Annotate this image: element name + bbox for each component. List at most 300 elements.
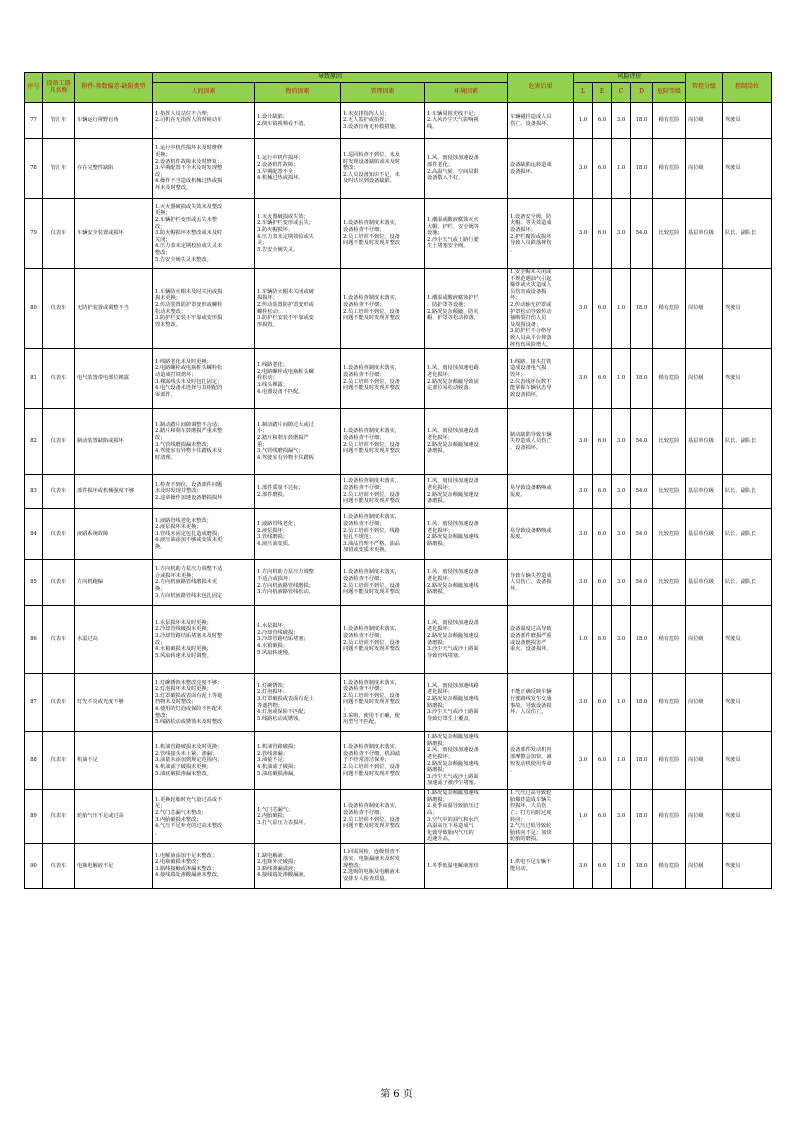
- row-human-factor-line: 足；: [155, 803, 166, 810]
- row-consequence-line: 易导致设备略唤或: [510, 485, 552, 492]
- row-consequence-line: 报废。: [510, 534, 526, 541]
- row-management-factor-line: ；: [343, 705, 349, 712]
- row-management-factor-line: 子不经常清洁保养；: [343, 757, 390, 764]
- table-row: [25, 674, 772, 732]
- row-object-factor-line: 3.冷却管路结垢堵塞；: [257, 636, 309, 643]
- row-human-factor-line: 1.制动踏片间隙调整不合适；: [155, 421, 223, 428]
- row-c-value: 3.0: [612, 509, 631, 560]
- row-risk-level: 稍有危险: [653, 606, 686, 674]
- row-object-factor-line: 3.线头裸露；: [257, 381, 288, 388]
- row-environment-factor: [425, 790, 508, 844]
- row-human-factor-line: 整改；: [155, 249, 171, 256]
- row-e-value: 6.0: [593, 409, 612, 475]
- row-c-value: 3.0: [612, 606, 631, 674]
- row-control-post: 队长、副队长: [723, 509, 772, 560]
- row-object-factor-line: 2.灯泡损坏；: [257, 689, 288, 696]
- row-risk-level: 比较危险: [653, 475, 686, 509]
- row-control-level: 基层单位级: [686, 199, 723, 269]
- row-risk-level: 稍有危险: [653, 269, 686, 349]
- row-equipment: 仪表车: [43, 509, 75, 560]
- row-consequence: [508, 475, 574, 509]
- row-consequence-line: 造成设备电气损: [510, 365, 547, 372]
- row-seq: 80: [25, 269, 43, 349]
- row-control-post: 队长、副队长: [723, 560, 772, 606]
- row-part-defect: 方向机跑偏: [75, 560, 153, 606]
- row-environment-factor-line: 路磨损；: [427, 796, 448, 803]
- row-environment-factor-line: 1.冬季低温电解液冻结: [427, 862, 479, 869]
- row-object-factor-line: 1.灭火器破损或失效；: [257, 213, 309, 220]
- row-control-level: 岗位级: [686, 269, 723, 349]
- row-environment-factor-line: 迅速升高。: [427, 836, 453, 843]
- row-environment-factor-line: 、防护罩等设施；: [427, 301, 469, 308]
- row-consequence: [508, 139, 574, 199]
- row-management-factor-line: 3.油品管理不严格，油品: [343, 540, 400, 547]
- row-human-factor-line: 1.更换轮胎时充气量过高或不: [155, 796, 223, 803]
- row-human-factor-line: 换。: [155, 544, 166, 551]
- row-environment-factor-line: 2.路况复杂颠簸加速设: [427, 441, 479, 448]
- row-seq: 88: [25, 732, 43, 790]
- row-environment-factor-line: 老化损坏；: [427, 372, 453, 379]
- row-control-post: 驾驶员: [723, 790, 772, 844]
- row-environment-factor-line: 老化损坏；: [427, 485, 453, 492]
- row-object-factor-line: 2.电瓶外壳破损；: [257, 859, 299, 866]
- row-control-post: 驾驶员: [723, 732, 772, 790]
- header-management-factor: 管理因素: [341, 83, 425, 103]
- row-object-factor: [255, 843, 341, 888]
- row-equipment: 管汇车: [43, 139, 75, 199]
- row-human-factor-line: 3.防护栏安装不牢靠或变形损: [155, 315, 223, 322]
- row-environment-factor: [425, 269, 508, 349]
- row-consequence: [508, 790, 574, 844]
- row-environment-factor-line: 路磨损；: [427, 702, 448, 709]
- row-management-factor: [341, 199, 425, 269]
- row-consequence-line: 爆炸或火灾造成人: [510, 282, 552, 289]
- row-consequence-line: 报废。: [510, 491, 526, 498]
- row-management-factor-line: 3.设备盲角无补救措施。: [343, 123, 400, 130]
- row-management-factor: [341, 269, 425, 349]
- row-object-factor-line: 2.电路螺栓或电瓶桩头螺: [257, 368, 314, 375]
- row-object-factor-line: 4.压力表未定期效验或失: [257, 233, 314, 240]
- row-consequence-line: 火帽、等失效造成: [510, 220, 552, 227]
- row-environment-factor: [425, 475, 508, 509]
- row-l-value: 3.0: [574, 199, 593, 269]
- row-human-factor-line: 4.电气设备未选择与其相配的: [155, 385, 223, 392]
- row-environment-factor-line: 3.沙尘天气或沙土路面: [427, 646, 479, 653]
- row-equipment: 仪表车: [43, 732, 75, 790]
- row-object-factor-line: 4.灯泡或保险不匹配；: [257, 709, 309, 716]
- row-equipment: 仪表车: [43, 790, 75, 844]
- row-human-factor-line: 3.灯罩破损或表面有泥土等遮: [155, 692, 223, 699]
- row-d-value: 54.0: [631, 199, 653, 269]
- row-consequence-line: 能启动。: [510, 865, 531, 872]
- row-consequence-line: 员伤害或设备损: [510, 288, 547, 295]
- row-management-factor-line: 2.员工培训不到位，线路: [343, 527, 400, 534]
- row-consequence: [508, 269, 574, 349]
- row-consequence-line: 坏、人员伤亡。: [510, 709, 547, 716]
- row-environment-factor-line: 大帽、护栏、安全阀等: [427, 223, 479, 230]
- row-human-factor-line: 3.防火帽损坏未整改或未及时: [155, 230, 223, 237]
- row-environment-factor-line: 3.空气中的油气和水汽: [427, 816, 479, 823]
- row-object-factor-line: 1.方向机助力泵压力调整: [257, 569, 314, 576]
- row-object-factor-line: 灵；: [257, 240, 268, 247]
- row-human-factor-line: 1.检查不到位，设备部件问题: [155, 481, 223, 488]
- row-object-factor-line: 2.冷却管线破损；: [257, 629, 299, 636]
- row-control-level: 基层单位级: [686, 475, 723, 509]
- header-c: C: [612, 83, 631, 103]
- row-c-value: 3.0: [612, 475, 631, 509]
- row-object-factor-line: 螺栓松动；: [257, 308, 283, 315]
- row-object-factor-line: 4.驾驶室有异物卡住踏板: [257, 454, 314, 461]
- row-management-factor-line: 1.设备检查制度未落实，: [343, 679, 400, 686]
- row-consequence-line: 设备温度过高导致: [510, 626, 552, 633]
- row-equipment: 仪表车: [43, 560, 75, 606]
- row-human-factor-line: 1.车辆防火帽未及时关闭或损: [155, 288, 223, 295]
- row-object-factor: [255, 103, 341, 139]
- row-e-value: 6.0: [593, 475, 612, 509]
- row-l-value: 3.0: [574, 843, 593, 888]
- row-environment-factor: [425, 606, 508, 674]
- row-seq: 85: [25, 560, 43, 606]
- row-environment-factor-line: 1.风、雨侵蚀加速设备: [427, 428, 479, 435]
- row-environment-factor-line: 2.大风沙尘天气影响视: [427, 117, 479, 124]
- row-object-factor-line: 1.线路老化；: [257, 362, 288, 369]
- row-l-value: 3.0: [574, 509, 593, 560]
- row-human-factor-line: 2.电瓶破损未整改；: [155, 859, 202, 866]
- row-consequence-line: 1.线路、接头打铁: [510, 358, 552, 365]
- row-human-factor-line: 换；: [155, 585, 166, 592]
- row-human-factor-line: 2.车辆护栏变形或丢失未整: [155, 217, 218, 224]
- row-human-factor-line: 4.液压油添加不够或变质未更: [155, 537, 223, 544]
- row-consequence-line: 3.防护栏不合格导: [510, 328, 552, 335]
- row-environment-factor-line: 老化损坏；: [427, 626, 453, 633]
- row-control-level: 基层单位级: [686, 509, 723, 560]
- row-object-factor-line: 2.传动装置防护罩变形或: [257, 301, 314, 308]
- row-environment-factor-line: 2.路况复杂颠簸加速设: [427, 633, 479, 640]
- row-human-factor-line: 5.风扇转速未及时调整。: [155, 652, 212, 659]
- row-object-factor-line: 4.机油滤子破损；: [257, 763, 299, 770]
- row-environment-factor-line: 路磨损；: [427, 740, 448, 747]
- row-environment-factor-line: 1.风、雨侵蚀加速设备: [427, 569, 479, 576]
- row-human-factor-line: 2.液泵损坏未更换；: [155, 524, 202, 531]
- row-control-post: 驾驶员: [723, 269, 772, 349]
- row-l-value: 3.0: [574, 409, 593, 475]
- row-part-defect: 存在完整性缺陷: [75, 139, 153, 199]
- row-management-factor: [341, 475, 425, 509]
- row-object-factor-line: 小；: [257, 428, 268, 435]
- table-row: [25, 606, 772, 674]
- row-consequence-line: 失控造成人员伤亡: [510, 438, 552, 445]
- row-human-factor-line: 3.裸露线头未及时包扎固定；: [155, 378, 223, 385]
- row-control-post: 驾驶员: [723, 103, 772, 139]
- header-seq: 序号: [25, 73, 43, 103]
- row-human-factor: [153, 103, 255, 139]
- row-environment-factor-line: 加速滤子被沙尘堵塞。: [427, 780, 479, 787]
- row-e-value: 6.0: [593, 732, 612, 790]
- row-management-factor-line: 2.员工培训不到位，设备: [343, 763, 400, 770]
- table-body: [25, 103, 772, 889]
- row-human-factor: [153, 199, 255, 269]
- row-management-factor-line: 1.巡回检查不到位，未及: [343, 152, 400, 159]
- row-environment-factor-line: 线。: [427, 123, 438, 130]
- row-management-factor-line: 2.选购的电瓶及电解液未: [343, 869, 400, 876]
- row-human-factor-line: 动造成打铁熔坏；: [155, 372, 197, 379]
- row-management-factor: [341, 349, 425, 409]
- row-object-factor-line: 2.内胎破损；: [257, 813, 288, 820]
- row-c-value: 3.0: [612, 199, 631, 269]
- row-object-factor-line: 3.早期配置不全；: [257, 168, 299, 175]
- row-consequence-line: 2.护栏腐蚀或损坏: [510, 233, 552, 240]
- row-management-factor-line: 问题不能及时发现并整改: [343, 770, 401, 777]
- row-consequence: [508, 349, 574, 409]
- row-consequence-line: 1.气压过高导致轮: [510, 790, 552, 797]
- row-management-factor-line: 加错或变质未更换。: [343, 547, 390, 554]
- row-l-value: 3.0: [574, 349, 593, 409]
- table-row: [25, 349, 772, 409]
- header-risk-level: 危险等级: [653, 83, 686, 103]
- row-human-factor-line: 4.压力表未定期校验或失灵未: [155, 243, 223, 250]
- row-management-factor-line: 2.无人监护或指挥；: [343, 117, 390, 124]
- row-management-factor-line: 2.人员设备知识不足，未: [343, 171, 400, 178]
- row-part-defect: 无防护装置或调整不当: [75, 269, 153, 349]
- row-e-value: 6.0: [593, 103, 612, 139]
- row-management-factor-line: 1.设备检查制度未落实，: [343, 744, 400, 751]
- row-object-factor-line: 2.车辆护栏变形或丢失；: [257, 220, 314, 227]
- row-l-value: 3.0: [574, 674, 593, 732]
- row-management-factor: [341, 409, 425, 475]
- header-object-factor: 物的因素: [255, 83, 341, 103]
- row-management-factor-line: 2.员工培训不到位，设备: [343, 816, 400, 823]
- row-d-value: 18.0: [631, 139, 653, 199]
- row-management-factor-line: 2.员工培训不到位，设备: [343, 441, 400, 448]
- row-management-factor: [341, 560, 425, 606]
- row-equipment: 仪表车: [43, 269, 75, 349]
- row-seq: 81: [25, 349, 43, 409]
- row-environment-factor-line: 老化损坏；: [427, 435, 453, 442]
- row-human-factor-line: 。: [155, 829, 161, 836]
- row-environment-factor-line: 路磨损。: [427, 589, 448, 596]
- row-consequence-line: 亡；打方向时过度: [510, 809, 552, 816]
- row-object-factor-line: 1.部件质量不达标；: [257, 485, 304, 492]
- row-e-value: 6.0: [593, 269, 612, 349]
- row-management-factor-line: 现整改；: [343, 862, 364, 869]
- row-management-factor-line: 1.设备检查制度未落实，: [343, 220, 400, 227]
- row-management-factor-line: 1.设备检查制度未落实，: [343, 514, 400, 521]
- row-human-factor-line: 2.气门芯漏气未整改；: [155, 809, 207, 816]
- row-control-level: 岗位级: [686, 843, 723, 888]
- row-object-factor-line: 1.设计缺陷；: [257, 113, 288, 120]
- row-human-factor-line: 2.管线接头未上紧，渗漏；: [155, 750, 218, 757]
- row-c-value: 1.0: [612, 349, 631, 409]
- row-human-factor-line: 5.告安全阀失灵未整改。: [155, 256, 212, 263]
- row-management-factor-line: 问题不能及时发现并整改: [343, 315, 401, 322]
- row-management-factor-line: 1.设备检查制度未落实，: [343, 428, 400, 435]
- row-object-factor-line: 4.电器设备不匹配。: [257, 388, 304, 395]
- row-equipment: 管汇车: [43, 103, 75, 139]
- row-consequence-line: 毁坏；: [510, 372, 526, 379]
- row-object-factor-line: 等遮挡物；: [257, 702, 283, 709]
- row-object-factor: [255, 475, 341, 509]
- row-control-level: 岗位级: [686, 674, 723, 732]
- row-seq: 78: [25, 139, 43, 199]
- row-environment-factor-line: 2.沙尘天气或土路行驶: [427, 236, 479, 243]
- row-environment-factor-line: 老化损坏；: [427, 576, 453, 583]
- row-control-level: 岗位级: [686, 732, 723, 790]
- row-consequence-line: 。: [510, 246, 516, 253]
- row-consequence-line: 1.供电不足车辆不: [510, 859, 552, 866]
- row-environment-factor-line: 1.车辆周围光线不足；: [427, 110, 479, 117]
- row-d-value: 18.0: [631, 269, 653, 349]
- row-environment-factor-line: 1.潮湿或酸液腐蚀灭火: [427, 217, 479, 224]
- row-human-factor-line: 3.冷却管路结垢堵塞未及时整: [155, 633, 223, 640]
- row-human-factor: [153, 732, 255, 790]
- row-consequence-line: 。: [510, 767, 516, 774]
- row-human-factor-line: 4.驾驶室有异物卡住踏板未及: [155, 448, 223, 455]
- row-object-factor-line: 3.方向机液路管线松动。: [257, 589, 314, 596]
- table-row: [25, 199, 772, 269]
- row-human-factor: [153, 843, 255, 888]
- row-risk-level: 稍有危险: [653, 732, 686, 790]
- row-human-factor-line: 2.司机在无指挥人的时候动车: [155, 117, 223, 124]
- row-human-factor: [153, 269, 255, 349]
- row-human-factor: [153, 475, 255, 509]
- row-part-defect: 车辆运行视野盲角: [75, 103, 153, 139]
- row-seq: 89: [25, 790, 43, 844]
- row-environment-factor-line: 2.夏季高温导致胎压过: [427, 803, 479, 810]
- row-management-factor: [341, 674, 425, 732]
- row-human-factor-line: 4.使用的灯泡或保险不匹配未: [155, 705, 223, 712]
- row-human-factor-line: 4.接线端处渗酸漏液未整改。: [155, 872, 223, 879]
- row-management-factor-line: 设备检查不仔细；: [343, 809, 385, 816]
- row-seq: 87: [25, 674, 43, 732]
- row-equipment: 仪表车: [43, 843, 75, 888]
- row-human-factor: [153, 139, 255, 199]
- row-management-factor-line: 问题不能及时发现并整改: [343, 385, 401, 392]
- row-d-value: 18.0: [631, 349, 653, 409]
- row-object-factor-line: 2.管线渗漏；: [257, 750, 288, 757]
- row-object-factor-line: 4.水箱破损；: [257, 642, 288, 649]
- row-management-factor: [341, 732, 425, 790]
- row-environment-factor-line: 1.风、雨侵蚀加速设备: [427, 619, 479, 626]
- row-part-defect: 轮胎气压不足或过高: [75, 790, 153, 844]
- table-row: [25, 560, 772, 606]
- row-seq: 83: [25, 475, 43, 509]
- row-d-value: 18.0: [631, 732, 653, 790]
- row-object-factor-line: 1.车辆防火帽未关闭或破: [257, 288, 314, 295]
- row-environment-factor-line: 部件老化；: [427, 161, 453, 168]
- row-risk-level: 比较危险: [653, 509, 686, 560]
- row-seq: 79: [25, 199, 43, 269]
- table-row: [25, 843, 772, 888]
- row-management-factor-line: 设备检查不仔细；: [343, 686, 385, 693]
- row-control-post: 驾驶员: [723, 674, 772, 732]
- row-environment-factor-line: 备磨损；: [427, 639, 448, 646]
- row-environment-factor: [425, 674, 508, 732]
- row-consequence-line: 控损坏，人员伤: [510, 803, 547, 810]
- row-consequence-line: 胎爆炸造成车辆失: [510, 796, 552, 803]
- row-management-factor: [341, 790, 425, 844]
- row-human-factor-line: 改；: [155, 435, 166, 442]
- row-human-factor-line: 毁未整改。: [155, 321, 181, 328]
- row-object-factor-line: 不适合或损坏；: [257, 576, 294, 583]
- row-environment-factor: [425, 103, 508, 139]
- row-object-factor-line: 3.管线磨损；: [257, 534, 288, 541]
- row-seq: 86: [25, 606, 43, 674]
- row-human-factor-line: 3.管线未固定包扎造成磨损；: [155, 530, 223, 537]
- row-d-value: 54.0: [631, 509, 653, 560]
- row-object-factor-line: 3.灯罩破损或表面有泥土: [257, 696, 314, 703]
- row-object-factor-line: 3.气管线磨损漏气；: [257, 448, 304, 455]
- row-consequence: [508, 199, 574, 269]
- row-environment-factor: [425, 139, 508, 199]
- row-management-factor-line: 2.员工培训不到位，设备: [343, 378, 400, 385]
- row-management-factor-line: 问题不能及时发现并整改: [343, 823, 401, 830]
- row-d-value: 18.0: [631, 674, 653, 732]
- row-human-factor-line: 1.运行中机件损坏未及时维修: [155, 145, 223, 152]
- row-human-factor-line: 4.操作不当造成机械过热或损: [155, 178, 223, 185]
- row-l-value: 3.0: [574, 475, 593, 509]
- row-human-factor-line: 2.踏片和刹车鼓磨损严重未整: [155, 428, 223, 435]
- row-object-factor-line: 2.方向机液路管线磨损；: [257, 582, 314, 589]
- row-management-factor-line: 问题不能及时发现并整改: [343, 589, 401, 596]
- row-consequence-line: 胎转向不足；加快: [510, 829, 552, 836]
- row-consequence-line: 护罩松动导致传动: [510, 308, 552, 315]
- row-human-factor: [153, 409, 255, 475]
- row-consequence-line: 致设备损坏。: [510, 391, 542, 398]
- row-object-factor-line: 4.液压油变质。: [257, 540, 294, 547]
- header-consequence: 危害后果: [508, 73, 574, 103]
- row-human-factor: [153, 790, 255, 844]
- row-consequence-line: 制动缺陷导致车辆: [510, 431, 552, 438]
- row-environment-factor-line: 2.路况复杂颠簸导致固: [427, 378, 479, 385]
- row-human-factor: [153, 674, 255, 732]
- row-object-factor-line: 1.运行中机件损坏；: [257, 155, 304, 162]
- row-object-factor: [255, 790, 341, 844]
- row-environment-factor: [425, 560, 508, 606]
- row-consequence-line: 、设备损坏。: [510, 444, 542, 451]
- row-consequence-line: 2.气压过低导致轮: [510, 823, 552, 830]
- row-object-factor-line: 3.油量不足；: [257, 757, 288, 764]
- row-environment-factor: [425, 843, 508, 888]
- row-object-factor-line: 1.液路管线老化；: [257, 520, 299, 527]
- row-consequence-line: 不能正确反映车辆: [510, 689, 552, 696]
- row-object-factor-line: 重；: [257, 441, 268, 448]
- row-environment-factor: [425, 732, 508, 790]
- row-c-value: 3.0: [612, 103, 631, 139]
- row-object-factor-line: 2.设备机件故障；: [257, 161, 299, 168]
- table-row: [25, 732, 772, 790]
- row-human-factor-line: 5.线路松动或锈蚀未及时整改: [155, 719, 223, 726]
- row-control-level: 基层单位级: [686, 560, 723, 606]
- row-management-factor-line: 1.设备检查制度未落实，: [343, 478, 400, 485]
- header-control-level: 管控分级: [686, 73, 723, 103]
- row-management-factor-line: 设备检查不仔细；: [343, 435, 385, 442]
- table-row: [25, 409, 772, 475]
- row-risk-level: 比较危险: [653, 199, 686, 269]
- row-human-factor-line: 1.指挥人员站位不合理；: [155, 110, 212, 117]
- row-consequence-line: 及周围设备；: [510, 321, 542, 328]
- row-object-factor-line: 4.接线端处渗酸漏液。: [257, 872, 309, 879]
- row-equipment: 仪表车: [43, 349, 75, 409]
- row-management-factor-line: 安排专人检查质量。: [343, 875, 390, 882]
- row-environment-factor-line: 1.风、雨侵蚀加速设备: [427, 155, 479, 162]
- row-object-factor-line: 3.打气泵压力表损坏。: [257, 819, 309, 826]
- header-cause-group: 导致原因: [153, 73, 508, 83]
- row-management-factor-line: 1.设备检查制度未落实，: [343, 626, 400, 633]
- row-e-value: 6.0: [593, 509, 612, 560]
- row-environment-factor-line: 路磨损；: [427, 767, 448, 774]
- row-environment-factor-line: 1.路况复杂颠簸加速线: [427, 790, 479, 797]
- row-human-factor-line: 2.方向机液路管线磨损未更: [155, 579, 218, 586]
